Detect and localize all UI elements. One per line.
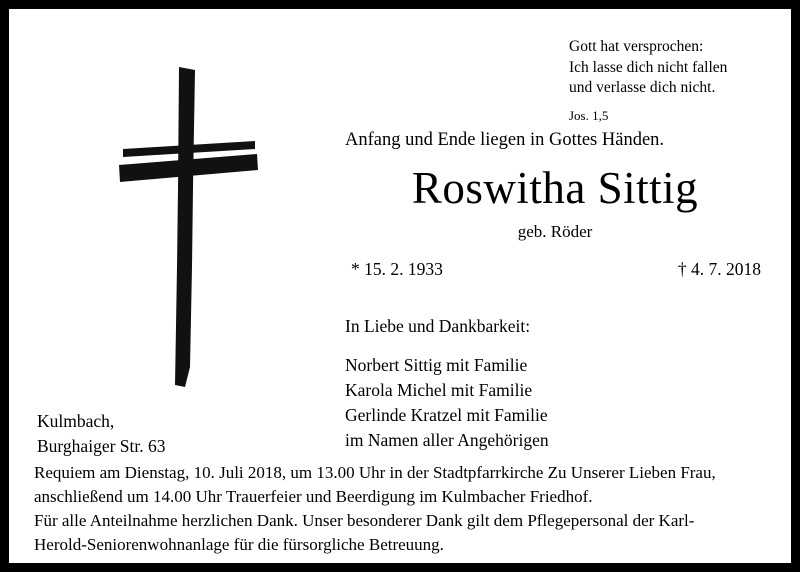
- verse-line-2: Ich lasse dich nicht fallen: [569, 58, 728, 76]
- life-dates: [345, 259, 765, 280]
- verse-line-3: und verlasse dich nicht.: [569, 79, 716, 97]
- deceased-name: Roswitha Sittig: [411, 163, 699, 214]
- family-member: Gerlinde Kratzel mit Familie: [345, 405, 548, 426]
- address-line-1: Kulmbach,: [37, 411, 115, 431]
- family-list: [345, 353, 765, 452]
- birth-date: * 15. 2. 1933: [351, 259, 443, 280]
- service-line-1: Requiem am Dienstag, 10. Juli 2018, um 13.00 Uhr in der Stadtpfarrkirche Zu Unserer Lieben Frau,: [34, 463, 716, 482]
- bible-verse-block: [569, 37, 779, 124]
- service-line-2: anschließend um 14.00 Uhr Trauerfeier und Beerdigung im Kulmbacher Friedhof.: [34, 487, 593, 507]
- gratitude-line: In Liebe und Dankbarkeit:: [345, 316, 531, 337]
- maiden-name: geb. Röder: [517, 222, 593, 242]
- family-member: Karola Michel mit Familie: [345, 380, 533, 401]
- obituary-card: [9, 9, 791, 563]
- verse-source: Jos. 1,5: [569, 107, 609, 123]
- family-member: im Namen aller Angehörigen: [345, 429, 549, 450]
- death-date: † 4. 7. 2018: [677, 259, 761, 280]
- verse-line-1: Gott hat versprochen:: [569, 38, 704, 55]
- christian-cross-icon: [117, 67, 262, 387]
- service-line-3: Für alle Anteilnahme herzlichen Dank. Unser besonderer Dank gilt dem Pflegepersonal der Karl-: [34, 511, 695, 531]
- address-line-2: Burghaiger Str. 63: [37, 435, 166, 456]
- main-text-column: [345, 129, 765, 453]
- family-member: Norbert Sittig mit Familie: [345, 355, 528, 376]
- service-details: [34, 461, 769, 558]
- service-line-4: Herold-Seniorenwohnanlage für die fürsorgliche Betreuung.: [34, 535, 444, 555]
- intro-line: Anfang und Ende liegen in Gottes Händen.: [345, 130, 665, 150]
- address-block: [37, 409, 166, 458]
